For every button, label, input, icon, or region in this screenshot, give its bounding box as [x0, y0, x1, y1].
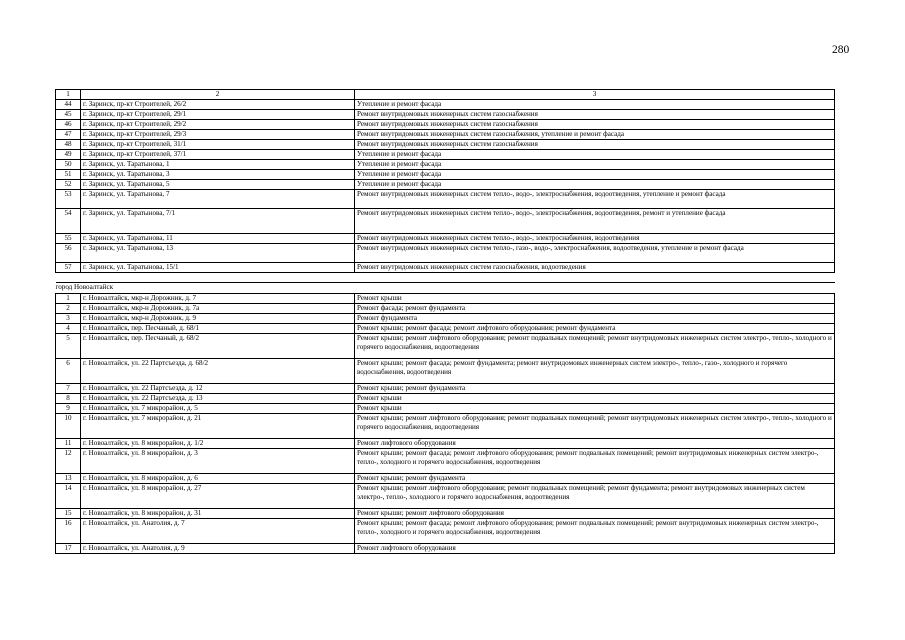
- table-row: [56, 170, 835, 180]
- row-number: 53: [56, 190, 81, 209]
- row-number: 6: [56, 359, 81, 384]
- row-address: г. Новоалтайск, пер. Песчаный, д. 68/1: [81, 324, 355, 334]
- row-number: 45: [56, 110, 81, 120]
- table-row: [56, 160, 835, 170]
- table-row: [56, 394, 835, 404]
- row-address: г. Заринск, пр-кт Строителей, 37/1: [81, 150, 355, 160]
- table-row: [56, 190, 835, 209]
- row-address: г. Новоалтайск, ул. 8 микрорайон, д. 1/2: [81, 439, 355, 449]
- row-number: 13: [56, 474, 81, 484]
- row-work: Ремонт крыши; ремонт фасада; ремонт лифтового оборудования; ремонт фундамента: [355, 324, 835, 334]
- table-row: [56, 449, 835, 474]
- row-number: 46: [56, 120, 81, 130]
- row-number: 12: [56, 449, 81, 474]
- row-number: 51: [56, 170, 81, 180]
- table-row: [56, 484, 835, 509]
- section-title: город Новоалтайск: [56, 283, 835, 294]
- table-row: [56, 404, 835, 414]
- row-address: г. Новоалтайск, мкр-н Дорожник, д. 9: [81, 314, 355, 324]
- row-number: 54: [56, 209, 81, 234]
- row-number: 55: [56, 234, 81, 244]
- table-row: [56, 359, 835, 384]
- row-number: 16: [56, 519, 81, 544]
- row-address: г. Заринск, ул. Таратынова, 13: [81, 244, 355, 263]
- row-number: 4: [56, 324, 81, 334]
- table-row: [56, 439, 835, 449]
- section-heading-row: [56, 283, 835, 294]
- row-work: Ремонт крыши; ремонт лифтового оборудования; ремонт подвальных помещений; ремонт внутридомовых инженерных систем электро-, тепло-, холодного и горячего водоснабжения, водоотведения: [355, 414, 835, 439]
- table-row: [56, 263, 835, 273]
- row-number: 1: [56, 294, 81, 304]
- table-row: [56, 180, 835, 190]
- column-header: 1: [56, 90, 81, 100]
- row-work: Утепление и ремонт фасада: [355, 150, 835, 160]
- row-address: г. Заринск, пр-кт Строителей, 29/3: [81, 130, 355, 140]
- table-row: [56, 314, 835, 324]
- row-work: Ремонт внутридомовых инженерных систем тепло-, водо-, электроснабжения, водоотведения, утепление и ремонт фасада: [355, 190, 835, 209]
- row-work: Ремонт лифтового оборудования: [355, 544, 835, 554]
- table-row: [56, 140, 835, 150]
- row-number: 5: [56, 334, 81, 359]
- table-row: [56, 294, 835, 304]
- row-number: 8: [56, 394, 81, 404]
- row-work: Ремонт крыши: [355, 404, 835, 414]
- row-number: 57: [56, 263, 81, 273]
- row-work: Ремонт внутридомовых инженерных систем тепло-, водо-, электроснабжения, водоотведения: [355, 234, 835, 244]
- column-header: 3: [355, 90, 835, 100]
- table-row: [56, 544, 835, 554]
- row-address: г. Заринск, ул. Таратынова, 7: [81, 190, 355, 209]
- row-number: 52: [56, 180, 81, 190]
- table-row: [56, 304, 835, 314]
- row-number: 3: [56, 314, 81, 324]
- row-number: 9: [56, 404, 81, 414]
- row-number: 11: [56, 439, 81, 449]
- row-work: Ремонт внутридомовых инженерных систем газоснабжения: [355, 110, 835, 120]
- row-number: 47: [56, 130, 81, 140]
- row-address: г. Заринск, ул. Таратынова, 1: [81, 160, 355, 170]
- row-address: г. Новоалтайск, пер. Песчаный, д. 68/2: [81, 334, 355, 359]
- row-work: Ремонт внутридомовых инженерных систем тепло-, газо-, водо-, электроснабжения, водоотведения, утепление и ремонт фасада: [355, 244, 835, 263]
- row-address: г. Заринск, ул. Таратынова, 3: [81, 170, 355, 180]
- table-row: [56, 150, 835, 160]
- spacer-cell: [56, 273, 835, 283]
- row-work: Утепление и ремонт фасада: [355, 170, 835, 180]
- row-address: г. Новоалтайск, ул. 7 микрорайон, д. 5: [81, 404, 355, 414]
- table-row: [56, 414, 835, 439]
- row-address: г. Заринск, ул. Таратынова, 7/1: [81, 209, 355, 234]
- row-address: г. Заринск, пр-кт Строителей, 29/2: [81, 120, 355, 130]
- row-work: Ремонт крыши; ремонт фасада; ремонт фундамента; ремонт внутридомовых инженерных систем электро-, тепло-, газо-, холодного и горячего водоснабжения, водоотведения: [355, 359, 835, 384]
- repair-table: [55, 89, 835, 554]
- table-row: [56, 519, 835, 544]
- row-number: 17: [56, 544, 81, 554]
- row-work: Ремонт крыши: [355, 294, 835, 304]
- row-work: Ремонт внутридомовых инженерных систем газоснабжения: [355, 120, 835, 130]
- row-number: 50: [56, 160, 81, 170]
- table-row: [56, 209, 835, 234]
- table-row: [56, 474, 835, 484]
- row-work: Ремонт внутридомовых инженерных систем газоснабжения, водоотведения: [355, 263, 835, 273]
- row-address: г. Новоалтайск, ул. Анатолия, д. 9: [81, 544, 355, 554]
- row-number: 10: [56, 414, 81, 439]
- row-address: г. Новоалтайск, ул. 8 микрорайон, д. 27: [81, 484, 355, 509]
- table-row: [56, 100, 835, 110]
- row-work: Ремонт крыши; ремонт лифтового оборудования; ремонт подвальных помещений; ремонт фундамента; ремонт внутридомовых инженерных систем электро-, тепло-, холодного и горячего водоснабжения, водоотведения: [355, 484, 835, 509]
- row-address: г. Новоалтайск, ул. Анатолия, д. 7: [81, 519, 355, 544]
- row-address: г. Заринск, ул. Таратынова, 11: [81, 234, 355, 244]
- section-spacer: [56, 273, 835, 283]
- table-row: [56, 244, 835, 263]
- row-work: Утепление и ремонт фасада: [355, 180, 835, 190]
- table-row: [56, 509, 835, 519]
- row-address: г. Новоалтайск, ул. 8 микрорайон, д. 31: [81, 509, 355, 519]
- row-address: г. Новоалтайск, ул. 8 микрорайон, д. 3: [81, 449, 355, 474]
- row-work: Ремонт внутридомовых инженерных систем газоснабжения: [355, 140, 835, 150]
- row-work: Ремонт крыши; ремонт лифтового оборудования: [355, 509, 835, 519]
- row-address: г. Новоалтайск, ул. 22 Партсъезда, д. 12: [81, 384, 355, 394]
- row-work: Ремонт лифтового оборудования: [355, 439, 835, 449]
- table-row: [56, 384, 835, 394]
- row-number: 7: [56, 384, 81, 394]
- row-work: Ремонт крыши; ремонт фасада; ремонт лифтового оборудования; ремонт подвальных помещений; ремонт внутридомовых инженерных систем электро-, тепло-, холодного и горячего водоснабжения, водоотведения: [355, 449, 835, 474]
- column-header: 2: [81, 90, 355, 100]
- row-address: г. Заринск, ул. Таратынова, 5: [81, 180, 355, 190]
- table-row: [56, 120, 835, 130]
- table-row: [56, 324, 835, 334]
- row-number: 15: [56, 509, 81, 519]
- row-address: г. Новоалтайск, ул. 7 микрорайон, д. 21: [81, 414, 355, 439]
- row-number: 14: [56, 484, 81, 509]
- row-work: Ремонт внутридомовых инженерных систем тепло-, водо-, электроснабжения, водоотведения, ремонт и утепление фасада: [355, 209, 835, 234]
- row-work: Ремонт внутридомовых инженерных систем газоснабжения, утепление и ремонт фасада: [355, 130, 835, 140]
- row-work: Ремонт крыши; ремонт фасада; ремонт лифтового оборудования; ремонт подвальных помещений; ремонт внутридомовых инженерных систем электро-, тепло-, холодного и горячего водоснабжения, водоотведения: [355, 519, 835, 544]
- row-address: г. Новоалтайск, мкр-н Дорожник, д. 7а: [81, 304, 355, 314]
- table-header-row: [56, 90, 835, 100]
- page-number: 280: [832, 44, 850, 56]
- row-address: г. Заринск, ул. Таратынова, 15/1: [81, 263, 355, 273]
- row-work: Ремонт крыши; ремонт фундамента: [355, 384, 835, 394]
- row-address: г. Заринск, пр-кт Строителей, 26/2: [81, 100, 355, 110]
- row-number: 49: [56, 150, 81, 160]
- table-row: [56, 110, 835, 120]
- table-row: [56, 234, 835, 244]
- table-row: [56, 130, 835, 140]
- row-address: г. Заринск, пр-кт Строителей, 31/1: [81, 140, 355, 150]
- row-work: Ремонт фасада; ремонт фундамента: [355, 304, 835, 314]
- row-work: Утепление и ремонт фасада: [355, 160, 835, 170]
- row-work: Ремонт крыши; ремонт лифтового оборудования; ремонт подвальных помещений; ремонт внутридомовых инженерных систем электро-, тепло-, холодного и горячего водоснабжения, водоотведения: [355, 334, 835, 359]
- row-number: 56: [56, 244, 81, 263]
- row-work: Утепление и ремонт фасада: [355, 100, 835, 110]
- row-number: 48: [56, 140, 81, 150]
- row-address: г. Заринск, пр-кт Строителей, 29/1: [81, 110, 355, 120]
- row-work: Ремонт фундамента: [355, 314, 835, 324]
- row-address: г. Новоалтайск, ул. 8 микрорайон, д. 6: [81, 474, 355, 484]
- table-row: [56, 334, 835, 359]
- row-work: Ремонт крыши; ремонт фундамента: [355, 474, 835, 484]
- row-address: г. Новоалтайск, ул. 22 Партсъезда, д. 68/2: [81, 359, 355, 384]
- row-number: 2: [56, 304, 81, 314]
- row-address: г. Новоалтайск, ул. 22 Партсъезда, д. 13: [81, 394, 355, 404]
- row-number: 44: [56, 100, 81, 110]
- row-address: г. Новоалтайск, мкр-н Дорожник, д. 7: [81, 294, 355, 304]
- row-work: Ремонт крыши: [355, 394, 835, 404]
